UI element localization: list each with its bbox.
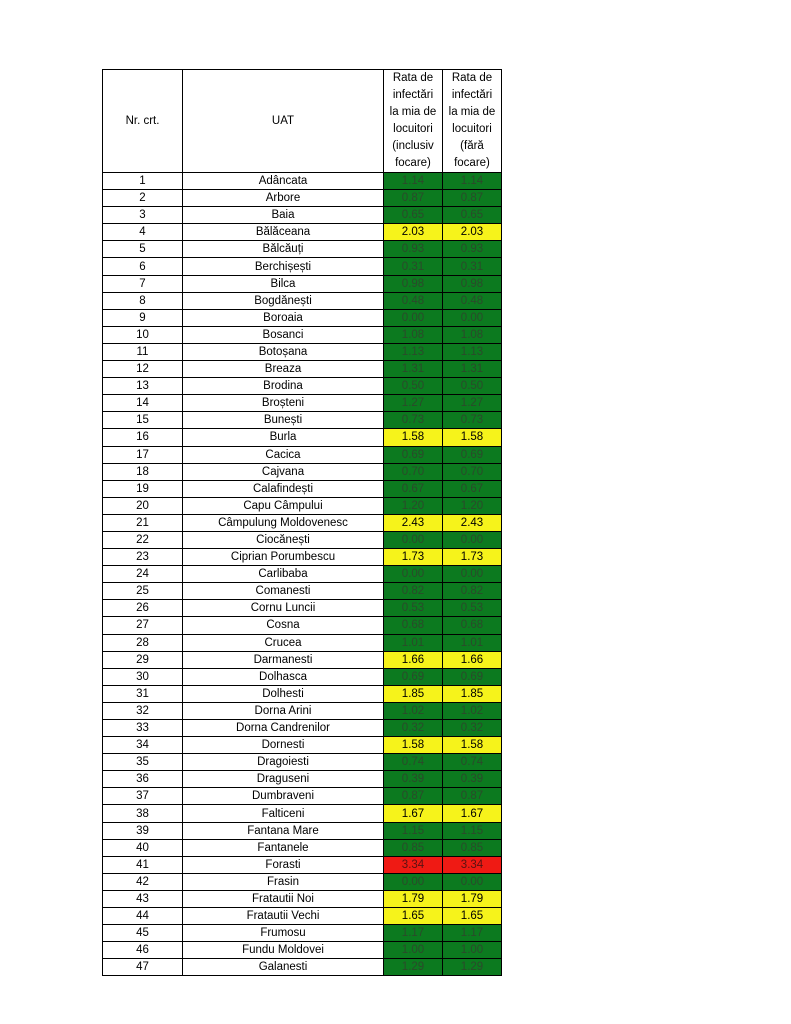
row-rate-incl-cell: 3.34 xyxy=(384,856,443,873)
row-rate-excl-cell: 1.20 xyxy=(443,497,502,514)
row-nr-cell: 34 xyxy=(103,737,183,754)
header-rate-excl-line: (fără xyxy=(460,140,484,152)
row-rate-excl-cell: 1.58 xyxy=(443,429,502,446)
table-row xyxy=(103,959,502,976)
table-row xyxy=(103,497,502,514)
row-uat-cell: Dolhesti xyxy=(183,685,384,702)
row-uat-cell: Dumbraveni xyxy=(183,788,384,805)
row-rate-excl-cell: 2.03 xyxy=(443,224,502,241)
row-uat-cell: Frumosu xyxy=(183,925,384,942)
row-rate-excl-cell: 0.65 xyxy=(443,207,502,224)
row-nr-cell: 38 xyxy=(103,805,183,822)
row-rate-incl-cell: 1.29 xyxy=(384,959,443,976)
row-rate-excl-cell: 0.00 xyxy=(443,531,502,548)
row-nr-cell: 2 xyxy=(103,190,183,207)
row-nr-cell: 33 xyxy=(103,720,183,737)
row-uat-cell: Dornesti xyxy=(183,737,384,754)
row-uat-cell: Cosna xyxy=(183,617,384,634)
row-nr-cell: 9 xyxy=(103,309,183,326)
row-uat-cell: Calafindești xyxy=(183,480,384,497)
row-uat-cell: Bogdănești xyxy=(183,292,384,309)
row-rate-excl-cell: 0.68 xyxy=(443,617,502,634)
row-nr-cell: 31 xyxy=(103,685,183,702)
row-uat-cell: Darmanesti xyxy=(183,651,384,668)
table-row xyxy=(103,805,502,822)
row-rate-excl-cell: 1.00 xyxy=(443,942,502,959)
row-uat-cell: Arbore xyxy=(183,190,384,207)
row-rate-incl-cell: 0.65 xyxy=(384,207,443,224)
table-row xyxy=(103,668,502,685)
row-uat-cell: Bunești xyxy=(183,412,384,429)
row-rate-incl-cell: 0.82 xyxy=(384,583,443,600)
table-row xyxy=(103,549,502,566)
header-rate-excl-line: Rata de xyxy=(451,72,493,84)
row-uat-cell: Cacica xyxy=(183,446,384,463)
row-nr-cell: 41 xyxy=(103,856,183,873)
row-nr-cell: 13 xyxy=(103,378,183,395)
row-nr-cell: 16 xyxy=(103,429,183,446)
row-rate-incl-cell: 0.74 xyxy=(384,754,443,771)
row-nr-cell: 6 xyxy=(103,258,183,275)
row-rate-incl-cell: 1.13 xyxy=(384,343,443,360)
table-row xyxy=(103,309,502,326)
row-nr-cell: 35 xyxy=(103,754,183,771)
table-row xyxy=(103,600,502,617)
row-nr-cell: 19 xyxy=(103,480,183,497)
row-nr-cell: 21 xyxy=(103,514,183,531)
header-rate-incl-line: locuitori xyxy=(393,123,433,135)
table-row xyxy=(103,446,502,463)
row-nr-cell: 39 xyxy=(103,822,183,839)
table-row xyxy=(103,856,502,873)
row-uat-cell: Galanesti xyxy=(183,959,384,976)
row-rate-incl-cell: 1.67 xyxy=(384,805,443,822)
row-rate-excl-cell: 1.31 xyxy=(443,361,502,378)
row-rate-excl-cell: 0.70 xyxy=(443,463,502,480)
row-nr-cell: 17 xyxy=(103,446,183,463)
row-rate-incl-cell: 2.03 xyxy=(384,224,443,241)
table-row xyxy=(103,890,502,907)
row-rate-excl-cell: 1.85 xyxy=(443,685,502,702)
table-row xyxy=(103,720,502,737)
row-rate-excl-cell: 0.73 xyxy=(443,412,502,429)
row-nr-cell: 5 xyxy=(103,241,183,258)
row-uat-cell: Bilca xyxy=(183,275,384,292)
row-rate-incl-cell: 1.01 xyxy=(384,634,443,651)
row-nr-cell: 32 xyxy=(103,702,183,719)
row-uat-cell: Dorna Arini xyxy=(183,702,384,719)
row-rate-incl-cell: 2.43 xyxy=(384,514,443,531)
row-uat-cell: Berchișești xyxy=(183,258,384,275)
infection-rate-table xyxy=(102,69,502,976)
row-uat-cell: Frasin xyxy=(183,873,384,890)
row-rate-incl-cell: 1.31 xyxy=(384,361,443,378)
row-nr-cell: 14 xyxy=(103,395,183,412)
table-row xyxy=(103,207,502,224)
row-uat-cell: Draguseni xyxy=(183,771,384,788)
header-uat: UAT xyxy=(183,70,384,173)
table-row xyxy=(103,771,502,788)
row-rate-excl-cell: 0.87 xyxy=(443,190,502,207)
row-rate-excl-cell: 1.58 xyxy=(443,737,502,754)
table-row xyxy=(103,702,502,719)
header-rate-incl-line: focare) xyxy=(395,157,431,169)
row-rate-incl-cell: 1.17 xyxy=(384,925,443,942)
header-rate-excl xyxy=(443,70,502,173)
header-nr: Nr. crt. xyxy=(103,70,183,173)
row-uat-cell: Dragoiesti xyxy=(183,754,384,771)
table-row xyxy=(103,788,502,805)
row-rate-excl-cell: 0.69 xyxy=(443,668,502,685)
row-rate-incl-cell: 1.02 xyxy=(384,702,443,719)
row-uat-cell: Fratautii Vechi xyxy=(183,908,384,925)
header-rate-excl-line: infectări xyxy=(451,89,493,101)
row-rate-excl-cell: 1.27 xyxy=(443,395,502,412)
row-nr-cell: 3 xyxy=(103,207,183,224)
row-nr-cell: 26 xyxy=(103,600,183,617)
row-rate-incl-cell: 0.85 xyxy=(384,839,443,856)
row-uat-cell: Câmpulung Moldovenesc xyxy=(183,514,384,531)
row-nr-cell: 7 xyxy=(103,275,183,292)
row-uat-cell: Bălăceana xyxy=(183,224,384,241)
row-rate-incl-cell: 1.58 xyxy=(384,429,443,446)
row-rate-incl-cell: 0.32 xyxy=(384,720,443,737)
row-rate-excl-cell: 1.13 xyxy=(443,343,502,360)
table-row xyxy=(103,634,502,651)
row-uat-cell: Bosanci xyxy=(183,326,384,343)
table-row xyxy=(103,737,502,754)
row-rate-incl-cell: 1.85 xyxy=(384,685,443,702)
row-rate-incl-cell: 1.73 xyxy=(384,549,443,566)
row-rate-incl-cell: 1.15 xyxy=(384,822,443,839)
row-rate-excl-cell: 0.74 xyxy=(443,754,502,771)
row-rate-incl-cell: 0.98 xyxy=(384,275,443,292)
row-rate-incl-cell: 1.66 xyxy=(384,651,443,668)
table-header-row xyxy=(103,70,502,173)
table-row xyxy=(103,822,502,839)
row-rate-incl-cell: 0.00 xyxy=(384,873,443,890)
table-row xyxy=(103,531,502,548)
row-nr-cell: 28 xyxy=(103,634,183,651)
row-rate-incl-cell: 0.31 xyxy=(384,258,443,275)
row-rate-incl-cell: 0.39 xyxy=(384,771,443,788)
table-row xyxy=(103,685,502,702)
row-nr-cell: 47 xyxy=(103,959,183,976)
table-row xyxy=(103,566,502,583)
row-nr-cell: 12 xyxy=(103,361,183,378)
row-rate-excl-cell: 0.39 xyxy=(443,771,502,788)
row-uat-cell: Broșteni xyxy=(183,395,384,412)
row-rate-excl-cell: 1.02 xyxy=(443,702,502,719)
row-rate-excl-cell: 0.87 xyxy=(443,788,502,805)
table-row xyxy=(103,395,502,412)
row-rate-excl-cell: 0.00 xyxy=(443,873,502,890)
table-row xyxy=(103,292,502,309)
row-nr-cell: 10 xyxy=(103,326,183,343)
row-nr-cell: 29 xyxy=(103,651,183,668)
row-rate-incl-cell: 1.00 xyxy=(384,942,443,959)
row-nr-cell: 40 xyxy=(103,839,183,856)
table-row xyxy=(103,241,502,258)
row-rate-excl-cell: 1.17 xyxy=(443,925,502,942)
row-rate-incl-cell: 0.70 xyxy=(384,463,443,480)
row-rate-excl-cell: 0.98 xyxy=(443,275,502,292)
row-rate-incl-cell: 0.93 xyxy=(384,241,443,258)
table-row xyxy=(103,361,502,378)
row-uat-cell: Ciprian Porumbescu xyxy=(183,549,384,566)
row-rate-incl-cell: 0.67 xyxy=(384,480,443,497)
row-rate-excl-cell: 1.67 xyxy=(443,805,502,822)
row-uat-cell: Breaza xyxy=(183,361,384,378)
row-rate-excl-cell: 2.43 xyxy=(443,514,502,531)
row-rate-incl-cell: 1.20 xyxy=(384,497,443,514)
row-nr-cell: 25 xyxy=(103,583,183,600)
table-row xyxy=(103,942,502,959)
row-nr-cell: 46 xyxy=(103,942,183,959)
row-uat-cell: Fundu Moldovei xyxy=(183,942,384,959)
row-rate-incl-cell: 0.53 xyxy=(384,600,443,617)
row-rate-incl-cell: 0.00 xyxy=(384,309,443,326)
row-rate-incl-cell: 1.14 xyxy=(384,173,443,190)
header-rate-incl-line: Rata de xyxy=(392,72,434,84)
row-nr-cell: 22 xyxy=(103,531,183,548)
header-rate-incl xyxy=(384,70,443,173)
row-rate-incl-cell: 1.79 xyxy=(384,890,443,907)
row-nr-cell: 24 xyxy=(103,566,183,583)
table-row xyxy=(103,651,502,668)
table-row xyxy=(103,873,502,890)
row-nr-cell: 1 xyxy=(103,173,183,190)
row-rate-incl-cell: 1.58 xyxy=(384,737,443,754)
row-uat-cell: Comanesti xyxy=(183,583,384,600)
row-rate-excl-cell: 0.31 xyxy=(443,258,502,275)
row-rate-excl-cell: 0.93 xyxy=(443,241,502,258)
row-rate-excl-cell: 1.08 xyxy=(443,326,502,343)
row-uat-cell: Capu Câmpului xyxy=(183,497,384,514)
row-nr-cell: 45 xyxy=(103,925,183,942)
row-rate-excl-cell: 1.73 xyxy=(443,549,502,566)
row-rate-excl-cell: 1.15 xyxy=(443,822,502,839)
row-rate-excl-cell: 0.00 xyxy=(443,309,502,326)
row-nr-cell: 30 xyxy=(103,668,183,685)
table-row xyxy=(103,617,502,634)
row-rate-excl-cell: 1.01 xyxy=(443,634,502,651)
row-uat-cell: Dorna Candrenilor xyxy=(183,720,384,737)
row-rate-excl-cell: 0.69 xyxy=(443,446,502,463)
row-uat-cell: Fratautii Noi xyxy=(183,890,384,907)
table-row xyxy=(103,429,502,446)
row-uat-cell: Fantanele xyxy=(183,839,384,856)
table-row xyxy=(103,754,502,771)
row-rate-excl-cell: 1.65 xyxy=(443,908,502,925)
row-uat-cell: Crucea xyxy=(183,634,384,651)
row-uat-cell: Dolhasca xyxy=(183,668,384,685)
row-rate-excl-cell: 0.53 xyxy=(443,600,502,617)
header-rate-excl-line: la mia de xyxy=(448,106,496,118)
row-rate-incl-cell: 0.00 xyxy=(384,531,443,548)
row-rate-excl-cell: 1.14 xyxy=(443,173,502,190)
row-rate-incl-cell: 0.00 xyxy=(384,566,443,583)
row-rate-excl-cell: 0.50 xyxy=(443,378,502,395)
table-row xyxy=(103,173,502,190)
row-rate-incl-cell: 0.87 xyxy=(384,788,443,805)
row-uat-cell: Forasti xyxy=(183,856,384,873)
row-nr-cell: 15 xyxy=(103,412,183,429)
row-rate-incl-cell: 0.73 xyxy=(384,412,443,429)
row-rate-incl-cell: 0.69 xyxy=(384,446,443,463)
row-rate-incl-cell: 0.68 xyxy=(384,617,443,634)
row-uat-cell: Falticeni xyxy=(183,805,384,822)
row-uat-cell: Boroaia xyxy=(183,309,384,326)
row-uat-cell: Cornu Luncii xyxy=(183,600,384,617)
row-nr-cell: 20 xyxy=(103,497,183,514)
table-row xyxy=(103,839,502,856)
row-rate-incl-cell: 0.48 xyxy=(384,292,443,309)
table-row xyxy=(103,412,502,429)
row-rate-excl-cell: 0.32 xyxy=(443,720,502,737)
table-row xyxy=(103,480,502,497)
row-nr-cell: 27 xyxy=(103,617,183,634)
row-rate-incl-cell: 1.27 xyxy=(384,395,443,412)
row-rate-excl-cell: 1.66 xyxy=(443,651,502,668)
table-row xyxy=(103,258,502,275)
row-uat-cell: Burla xyxy=(183,429,384,446)
header-rate-incl-line: infectări xyxy=(392,89,434,101)
row-rate-incl-cell: 1.08 xyxy=(384,326,443,343)
table-row xyxy=(103,275,502,292)
table-row xyxy=(103,224,502,241)
table-row xyxy=(103,583,502,600)
row-rate-excl-cell: 0.67 xyxy=(443,480,502,497)
table-row xyxy=(103,463,502,480)
row-uat-cell: Ciocănești xyxy=(183,531,384,548)
row-nr-cell: 44 xyxy=(103,908,183,925)
row-rate-excl-cell: 3.34 xyxy=(443,856,502,873)
header-rate-incl-line: la mia de xyxy=(389,106,437,118)
row-nr-cell: 23 xyxy=(103,549,183,566)
row-rate-incl-cell: 0.87 xyxy=(384,190,443,207)
row-uat-cell: Bălcăuți xyxy=(183,241,384,258)
table-row xyxy=(103,908,502,925)
row-nr-cell: 4 xyxy=(103,224,183,241)
row-uat-cell: Carlibaba xyxy=(183,566,384,583)
row-nr-cell: 36 xyxy=(103,771,183,788)
row-rate-incl-cell: 1.65 xyxy=(384,908,443,925)
row-rate-incl-cell: 0.69 xyxy=(384,668,443,685)
table-row xyxy=(103,326,502,343)
table-row xyxy=(103,514,502,531)
row-nr-cell: 11 xyxy=(103,343,183,360)
row-nr-cell: 37 xyxy=(103,788,183,805)
header-rate-excl-line: locuitori xyxy=(452,123,492,135)
row-nr-cell: 43 xyxy=(103,890,183,907)
row-rate-excl-cell: 0.82 xyxy=(443,583,502,600)
row-uat-cell: Baia xyxy=(183,207,384,224)
row-rate-excl-cell: 0.00 xyxy=(443,566,502,583)
header-rate-excl-line: focare) xyxy=(454,157,490,169)
table-row xyxy=(103,925,502,942)
row-nr-cell: 42 xyxy=(103,873,183,890)
row-uat-cell: Cajvana xyxy=(183,463,384,480)
row-uat-cell: Adâncata xyxy=(183,173,384,190)
row-nr-cell: 18 xyxy=(103,463,183,480)
table-body xyxy=(103,173,502,976)
row-rate-incl-cell: 0.50 xyxy=(384,378,443,395)
row-uat-cell: Brodina xyxy=(183,378,384,395)
table-row xyxy=(103,343,502,360)
header-rate-incl-line: (inclusiv xyxy=(392,140,434,152)
row-nr-cell: 8 xyxy=(103,292,183,309)
table-row xyxy=(103,190,502,207)
row-rate-excl-cell: 1.29 xyxy=(443,959,502,976)
row-rate-excl-cell: 1.79 xyxy=(443,890,502,907)
row-rate-excl-cell: 0.85 xyxy=(443,839,502,856)
row-uat-cell: Botoșana xyxy=(183,343,384,360)
table-row xyxy=(103,378,502,395)
row-rate-excl-cell: 0.48 xyxy=(443,292,502,309)
row-uat-cell: Fantana Mare xyxy=(183,822,384,839)
